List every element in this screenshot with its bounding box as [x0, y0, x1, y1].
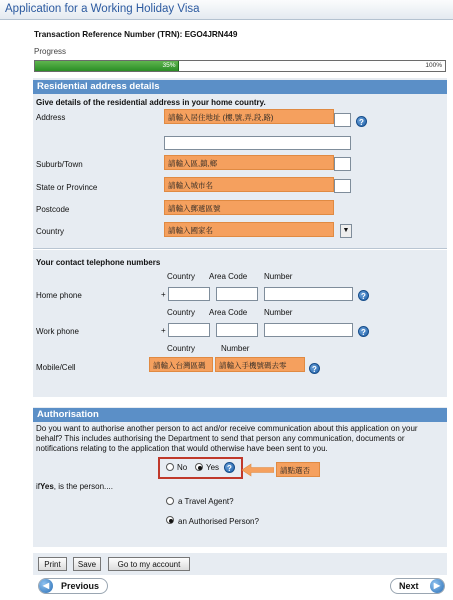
work-phone-help-icon[interactable]: ? — [358, 326, 369, 337]
work-plus-sign: + — [161, 326, 166, 335]
print-button[interactable]: Print — [38, 557, 67, 571]
window-title: Application for a Working Holiday Visa — [0, 0, 453, 20]
residential-instruction: Give details of the residential address in your home country. — [36, 98, 266, 107]
travel-agent-label: a Travel Agent? — [178, 497, 234, 506]
suburb-note: 請輸入區,鎮,鄉 — [164, 155, 334, 170]
address-line2-input[interactable] — [164, 136, 351, 150]
work-country-input[interactable] — [168, 323, 210, 337]
state-note: 請輸入城市名 — [164, 177, 334, 192]
trn-text: Transaction Reference Number (TRN): EGO4JRN449 — [34, 30, 238, 39]
suburb-label: Suburb/Town — [36, 160, 83, 169]
save-button[interactable]: Save — [73, 557, 101, 571]
work-col-country: Country — [167, 308, 196, 317]
state-label: State or Province — [36, 183, 98, 192]
mobile-number-note: 請輸入手機號碼去零 — [215, 357, 305, 372]
home-col-number: Number — [264, 272, 293, 281]
authorised-person-radio[interactable] — [166, 516, 174, 524]
country-note: 請輸入國家名 — [164, 222, 334, 237]
postcode-label: Postcode — [36, 205, 70, 214]
no-label: No — [177, 463, 188, 472]
suburb-input[interactable] — [334, 157, 351, 171]
mobile-col-number: Number — [221, 344, 250, 353]
authorisation-help-icon[interactable]: ? — [224, 462, 235, 473]
work-col-number: Number — [264, 308, 293, 317]
section-divider — [33, 248, 447, 249]
go-to-account-button[interactable]: Go to my account — [108, 557, 190, 571]
work-phone-label: Work phone — [36, 327, 79, 336]
previous-arrow-icon: ◀ — [39, 579, 53, 593]
address-line1-input[interactable] — [334, 113, 351, 127]
home-col-area: Area Code — [209, 272, 248, 281]
yes-label: Yes — [206, 463, 220, 472]
address-note: 請輸入居住地址 (樓,號,弄,段,路) — [164, 109, 334, 124]
state-input[interactable] — [334, 179, 351, 193]
if-yes-prefix: if — [36, 482, 40, 491]
callout-note: 請點選否 — [276, 462, 320, 477]
home-country-input[interactable] — [168, 287, 210, 301]
work-number-input[interactable] — [264, 323, 353, 337]
progress-bar — [34, 60, 446, 72]
callout-arrow-icon — [242, 463, 274, 477]
phone-heading: Your contact telephone numbers — [36, 258, 161, 267]
home-col-country: Country — [167, 272, 196, 281]
if-yes-suffix: , is the person.... — [53, 482, 113, 491]
if-yes-label — [36, 482, 113, 491]
country-dropdown-icon[interactable]: ▼ — [340, 224, 352, 238]
authorised-person-label: an Authorised Person? — [178, 517, 259, 526]
authorisation-header: Authorisation — [33, 408, 447, 422]
mobile-country-note: 請輸入台灣區碼 — [149, 357, 213, 372]
travel-agent-radio[interactable] — [166, 497, 174, 505]
mobile-col-country: Country — [167, 344, 196, 353]
home-phone-label: Home phone — [36, 291, 82, 300]
residential-header: Residential address details — [33, 80, 447, 94]
no-radio[interactable] — [166, 463, 174, 471]
previous-button[interactable] — [38, 578, 108, 594]
progress-max: 100% — [425, 62, 442, 69]
home-plus-sign: + — [161, 290, 166, 299]
home-area-input[interactable] — [216, 287, 258, 301]
address-label: Address — [36, 113, 66, 122]
home-phone-help-icon[interactable]: ? — [358, 290, 369, 301]
progress-label: Progress — [34, 47, 67, 56]
mobile-phone-help-icon[interactable]: ? — [309, 363, 320, 374]
progress-percent: 35% — [162, 62, 176, 69]
address-help-icon[interactable]: ? — [356, 116, 367, 127]
if-yes-bold: Yes — [40, 482, 54, 491]
next-label: Next — [399, 581, 419, 591]
authorisation-question: Do you want to authorise another person to act and/or receive communication about this application on your behalf? This includes authorising the Department to send that person any communication, documents or notifications relating to the application that would otherwise have been sent to you. — [36, 424, 418, 453]
mobile-phone-label: Mobile/Cell — [36, 363, 76, 372]
yes-radio[interactable] — [195, 463, 203, 471]
previous-label: Previous — [61, 581, 100, 591]
next-arrow-icon: ▶ — [430, 579, 444, 593]
postcode-note: 請輸入郵遞區號 — [164, 200, 334, 215]
next-button[interactable] — [390, 578, 445, 594]
work-area-input[interactable] — [216, 323, 258, 337]
country-label: Country — [36, 227, 65, 236]
progress-fill — [35, 61, 179, 71]
home-number-input[interactable] — [264, 287, 353, 301]
work-col-area: Area Code — [209, 308, 248, 317]
